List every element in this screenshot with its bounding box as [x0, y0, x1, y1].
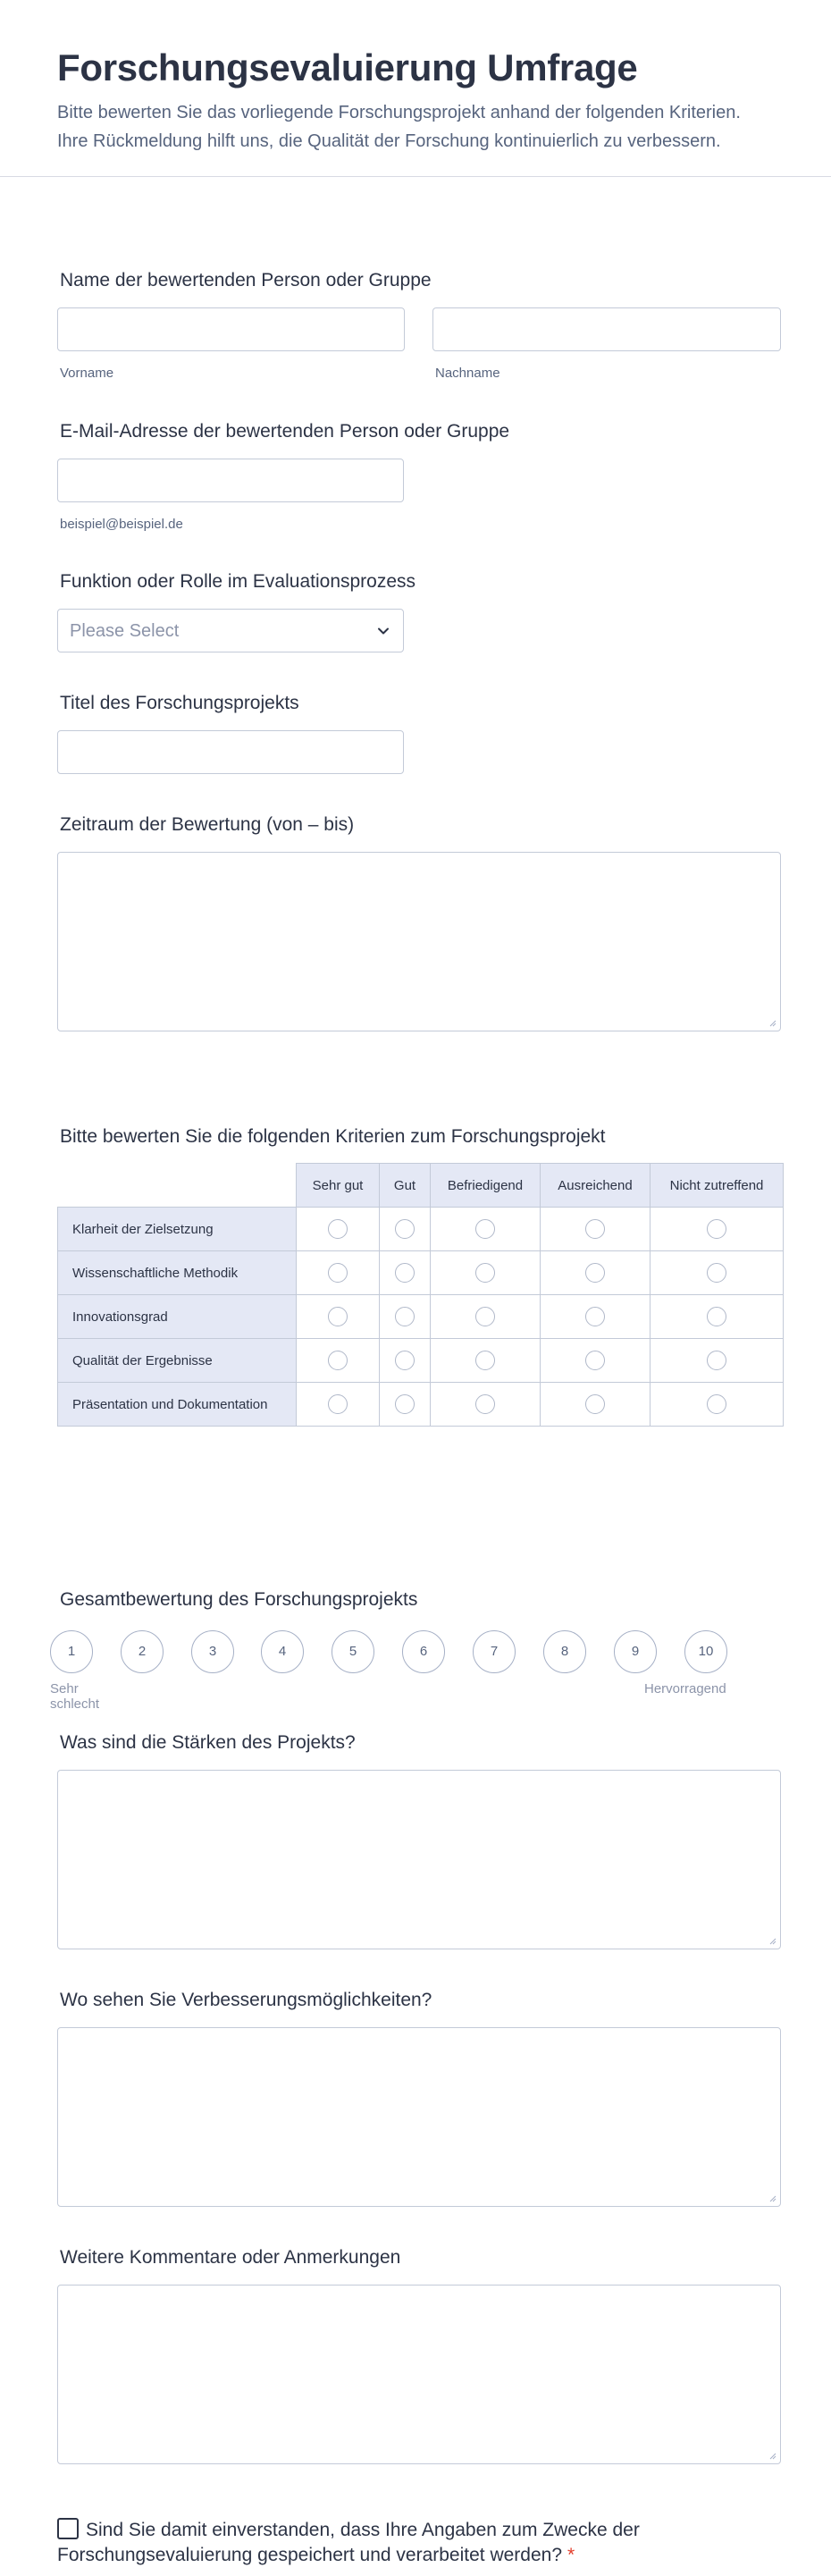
consent-checkbox[interactable]	[57, 2518, 79, 2539]
role-select-value: Please Select	[70, 621, 180, 641]
matrix-label: Bitte bewerten Sie die folgenden Kriterien zum Forschungsprojekt	[60, 1126, 606, 1147]
rating-option[interactable]: 7	[473, 1630, 516, 1673]
rating-option[interactable]: 5	[332, 1630, 374, 1673]
matrix-cell	[431, 1251, 541, 1295]
matrix-radio[interactable]	[328, 1394, 348, 1414]
role-select[interactable]	[57, 609, 404, 652]
matrix-col-header: Sehr gut	[297, 1164, 380, 1208]
matrix-cell	[651, 1383, 784, 1427]
first-name-input[interactable]	[57, 307, 405, 351]
rating-option[interactable]: 6	[402, 1630, 445, 1673]
matrix-radio[interactable]	[328, 1307, 348, 1326]
role-label: Funktion oder Rolle im Evaluationsprozess	[60, 571, 416, 592]
matrix-cell	[651, 1339, 784, 1383]
matrix-radio[interactable]	[707, 1307, 726, 1326]
matrix-radio[interactable]	[328, 1351, 348, 1370]
matrix-radio[interactable]	[328, 1263, 348, 1283]
matrix-cell	[431, 1339, 541, 1383]
matrix-radio[interactable]	[395, 1219, 415, 1239]
project-title-question	[57, 693, 781, 774]
matrix-corner	[58, 1164, 297, 1208]
comments-question	[57, 2247, 781, 2464]
matrix-radio[interactable]	[395, 1307, 415, 1326]
matrix-row	[58, 1383, 784, 1427]
improvements-textarea[interactable]	[57, 2027, 781, 2207]
matrix-radio[interactable]	[707, 1351, 726, 1370]
scale-high-label: Hervorragend	[644, 1681, 726, 1696]
matrix-cell	[380, 1339, 431, 1383]
matrix-cell	[297, 1383, 380, 1427]
project-title-input[interactable]	[57, 730, 404, 774]
email-input[interactable]	[57, 459, 404, 502]
name-label: Name der bewertenden Person oder Gruppe	[60, 270, 432, 290]
matrix-col-header: Nicht zutreffend	[651, 1164, 784, 1208]
matrix-question	[57, 1126, 781, 1148]
resize-grip-icon[interactable]	[768, 2451, 776, 2460]
matrix-cell	[380, 1208, 431, 1251]
matrix-col-header: Befriedigend	[431, 1164, 541, 1208]
matrix-row-label: Qualität der Ergebnisse	[58, 1339, 297, 1383]
scale-low-label: Sehr schlecht	[50, 1681, 100, 1712]
period-question	[57, 814, 781, 1031]
matrix-row-label: Klarheit der Zielsetzung	[58, 1208, 297, 1251]
matrix-radio[interactable]	[395, 1351, 415, 1370]
matrix-radio[interactable]	[707, 1394, 726, 1414]
period-textarea[interactable]	[57, 852, 781, 1031]
matrix-cell	[431, 1295, 541, 1339]
overall-label: Gesamtbewertung des Forschungsprojekts	[60, 1589, 418, 1610]
form-header	[0, 0, 831, 177]
matrix-cell	[380, 1251, 431, 1295]
matrix-cell	[297, 1208, 380, 1251]
matrix-radio[interactable]	[328, 1219, 348, 1239]
email-label: E-Mail-Adresse der bewertenden Person oder Gruppe	[60, 421, 510, 442]
matrix-cell	[541, 1295, 651, 1339]
rating-option[interactable]: 9	[614, 1630, 657, 1673]
matrix-row	[58, 1208, 784, 1251]
matrix-radio[interactable]	[475, 1307, 495, 1326]
rating-option[interactable]: 4	[261, 1630, 304, 1673]
matrix-cell	[297, 1339, 380, 1383]
matrix-cell	[651, 1208, 784, 1251]
chevron-down-icon	[374, 622, 392, 640]
matrix-cell	[541, 1208, 651, 1251]
name-question	[57, 270, 781, 388]
project-title-label: Titel des Forschungsprojekts	[60, 693, 299, 713]
matrix-radio[interactable]	[585, 1263, 605, 1283]
improvements-question	[57, 1990, 781, 2207]
email-sublabel: beispiel@beispiel.de	[60, 517, 183, 532]
rating-option[interactable]: 10	[684, 1630, 727, 1673]
matrix-cell	[541, 1383, 651, 1427]
matrix-cell	[651, 1295, 784, 1339]
matrix-row	[58, 1339, 784, 1383]
rating-option[interactable]: 1	[50, 1630, 93, 1673]
matrix-col-header: Gut	[380, 1164, 431, 1208]
resize-grip-icon[interactable]	[768, 1018, 776, 1027]
consent-field	[57, 2518, 736, 2568]
matrix-radio[interactable]	[395, 1263, 415, 1283]
matrix-header-row	[58, 1164, 784, 1208]
last-name-input[interactable]	[432, 307, 781, 351]
matrix-radio[interactable]	[395, 1394, 415, 1414]
matrix-radio[interactable]	[585, 1394, 605, 1414]
role-question	[57, 571, 781, 652]
matrix-cell	[651, 1251, 784, 1295]
matrix-row-label: Wissenschaftliche Methodik	[58, 1251, 297, 1295]
comments-textarea[interactable]	[57, 2285, 781, 2464]
matrix-radio[interactable]	[707, 1219, 726, 1239]
page-description: Bitte bewerten Sie das vorliegende Forschungsprojekt anhand der folgenden Kriterien. Ihre Rückmeldung hilft uns, die Qualität der Forschung kontinuierlich zu verbessern.	[57, 103, 741, 151]
resize-grip-icon[interactable]	[768, 2193, 776, 2202]
matrix-cell	[541, 1339, 651, 1383]
matrix-cell	[431, 1208, 541, 1251]
rating-option[interactable]: 8	[543, 1630, 586, 1673]
rating-matrix	[57, 1163, 784, 1427]
matrix-row	[58, 1295, 784, 1339]
first-name-sublabel: Vorname	[60, 366, 114, 381]
strengths-textarea[interactable]	[57, 1770, 781, 1949]
matrix-cell	[297, 1295, 380, 1339]
improvements-label: Wo sehen Sie Verbesserungsmöglichkeiten?	[60, 1990, 432, 2010]
matrix-radio[interactable]	[475, 1351, 495, 1370]
matrix-cell	[431, 1383, 541, 1427]
period-label: Zeitraum der Bewertung (von – bis)	[60, 814, 355, 835]
required-mark: *	[567, 2545, 575, 2565]
matrix-cell	[380, 1295, 431, 1339]
matrix-radio[interactable]	[585, 1351, 605, 1370]
matrix-cell	[380, 1383, 431, 1427]
matrix-radio[interactable]	[475, 1263, 495, 1283]
matrix-row	[58, 1251, 784, 1295]
consent-text: Sind Sie damit einverstanden, dass Ihre Angaben zum Zwecke der Forschungsevaluierung gespeichert und verarbeitet werden?	[57, 2520, 640, 2565]
matrix-row-label: Innovationsgrad	[58, 1295, 297, 1339]
matrix-radio[interactable]	[585, 1219, 605, 1239]
last-name-sublabel: Nachname	[435, 366, 500, 381]
matrix-cell	[297, 1251, 380, 1295]
strengths-question	[57, 1732, 781, 1949]
page-title: Forschungsevaluierung Umfrage	[57, 46, 638, 88]
matrix-cell	[541, 1251, 651, 1295]
matrix-radio[interactable]	[475, 1394, 495, 1414]
matrix-col-header: Ausreichend	[541, 1164, 651, 1208]
rating-option[interactable]: 2	[121, 1630, 164, 1673]
matrix-row-label: Präsentation und Dokumentation	[58, 1383, 297, 1427]
matrix-radio[interactable]	[585, 1307, 605, 1326]
rating-option[interactable]: 3	[191, 1630, 234, 1673]
resize-grip-icon[interactable]	[768, 1936, 776, 1945]
strengths-label: Was sind die Stärken des Projekts?	[60, 1732, 356, 1753]
matrix-radio[interactable]	[475, 1219, 495, 1239]
comments-label: Weitere Kommentare oder Anmerkungen	[60, 2247, 401, 2268]
matrix-radio[interactable]	[707, 1263, 726, 1283]
email-question	[57, 421, 781, 532]
overall-question	[57, 1589, 781, 1611]
